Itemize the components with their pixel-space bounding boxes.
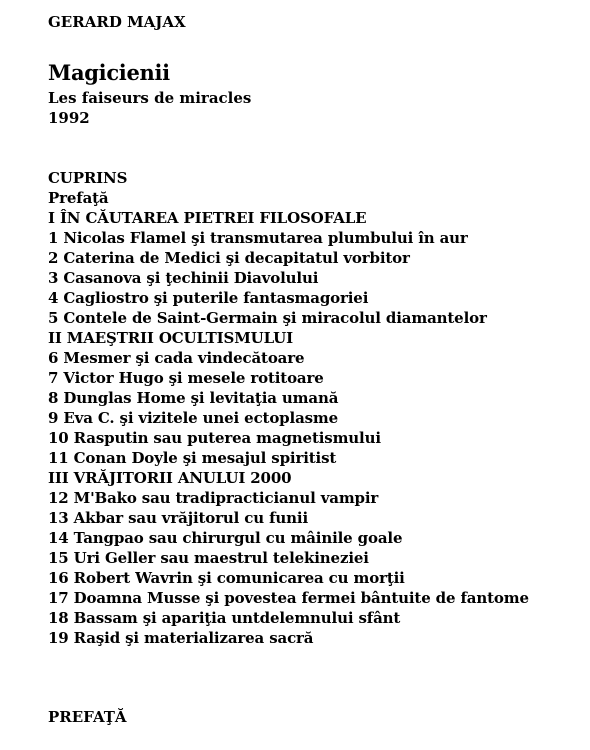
toc-chapter-3: 3 Casanova şi ţechinii Diavolului (48, 269, 319, 287)
toc-chapter-14: 14 Tangpao sau chirurgul cu mâinile goale (48, 529, 403, 547)
document-page (48, 0, 582, 750)
publication-year: 1992 (48, 109, 90, 127)
toc-part-1: I ÎN CĂUTAREA PIETREI FILOSOFALE (48, 209, 367, 227)
toc-chapter-8: 8 Dunglas Home şi levitaţia umană (48, 389, 339, 407)
table-of-contents (48, 168, 529, 648)
toc-chapter-13: 13 Akbar sau vrăjitorul cu funii (48, 509, 308, 527)
toc-chapter-2: 2 Caterina de Medici şi decapitatul vorbitor (48, 249, 410, 267)
toc-chapter-6: 6 Mesmer şi cada vindecătoare (48, 349, 305, 367)
book-title: Magicienii (48, 60, 170, 85)
book-subtitle: Les faiseurs de miracles (48, 89, 252, 107)
toc-chapter-12: 12 M'Bako sau tradipracticianul vampir (48, 489, 379, 507)
toc-part-3: III VRĂJITORII ANULUI 2000 (48, 469, 292, 487)
toc-chapter-11: 11 Conan Doyle şi mesajul spiritist (48, 449, 337, 467)
toc-entry-preface: Prefaţă (48, 189, 109, 207)
preface-heading: PREFAŢĂ (48, 708, 127, 726)
toc-chapter-16: 16 Robert Wavrin şi comunicarea cu morţii (48, 569, 405, 587)
toc-chapter-7: 7 Victor Hugo şi mesele rotitoare (48, 369, 324, 387)
toc-chapter-19: 19 Raşid şi materializarea sacră (48, 629, 314, 647)
author-name: GERARD MAJAX (48, 13, 186, 31)
toc-chapter-9: 9 Eva C. şi vizitele unei ectoplasme (48, 409, 339, 427)
toc-chapter-1: 1 Nicolas Flamel şi transmutarea plumbului în aur (48, 229, 468, 247)
toc-chapter-5: 5 Contele de Saint-Germain şi miracolul diamantelor (48, 309, 487, 327)
toc-chapter-18: 18 Bassam şi apariţia untdelemnului sfânt (48, 609, 401, 627)
toc-chapter-17: 17 Doamna Musse şi povestea fermei bântuite de fantome (48, 589, 529, 607)
toc-chapter-15: 15 Uri Geller sau maestrul telekineziei (48, 549, 369, 567)
toc-part-2: II MAEŞTRII OCULTISMULUI (48, 329, 293, 347)
toc-chapter-4: 4 Cagliostro şi puterile fantasmagoriei (48, 289, 369, 307)
toc-chapter-10: 10 Rasputin sau puterea magnetismului (48, 429, 381, 447)
toc-heading: CUPRINS (48, 169, 128, 187)
